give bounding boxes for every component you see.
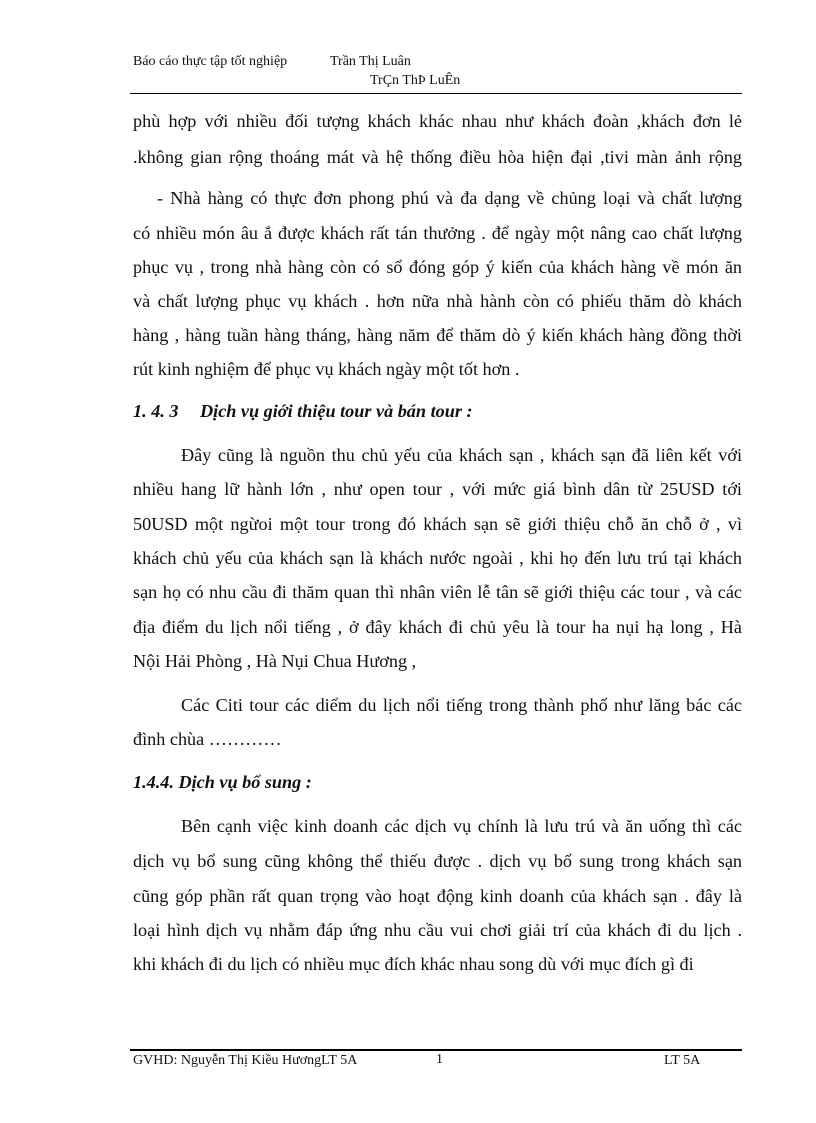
body-line: hàng , hàng tuần hàng tháng, hàng năm để thăm dò ý kiến khách hàng đồng thời: [133, 325, 742, 345]
body-line: khách chủ yếu của khách sạn là khách nước ngoài , khi họ đến lưu trú tại khách: [133, 548, 742, 568]
body-line: sạn họ có nhu cầu đi thăm quan thì nhân viên lễ tân sẽ giới thiệu các tour , và các: [133, 582, 742, 602]
header-divider: [130, 93, 742, 94]
body-line: cũng góp phần rất quan trọng vào hoạt động kinh doanh của khách sạn . đây là: [133, 886, 742, 906]
header-report-title: Báo cáo thực tập tốt nghiệp: [133, 54, 288, 69]
footer-class-code: LT 5A: [664, 1053, 701, 1068]
body-line: Bên cạnh việc kinh doanh các dịch vụ chính là lưu trú và ăn uống thì các: [181, 816, 742, 836]
body-line: phục vụ , trong nhà hàng còn có sổ đóng góp ý kiến của khách hàng về món ăn: [133, 257, 742, 277]
section-number: 1. 4. 3: [133, 401, 179, 421]
body-line: và chất lượng phục vụ khách . hơn nữa nhà hành còn có phiếu thăm dò khách: [133, 291, 742, 311]
body-line: rút kinh nghiệm để phục vụ khách ngày một tốt hơn .: [133, 359, 520, 379]
body-line: nhiều hang lữ hành lớn , như open tour , với mức giá bình dân từ 25USD tới: [133, 479, 742, 499]
section-title: Dịch vụ giới thiệu tour và bán tour :: [200, 401, 473, 421]
section-heading-1-4-3: [133, 400, 473, 422]
body-line: .không gian rộng thoáng mát và hệ thống điều hòa hiện đại ,tivi màn ảnh rộng: [133, 147, 742, 167]
page-number: 1: [436, 1052, 443, 1067]
body-line: 50USD một ngừoi một tour trong đó khách sạn sẽ giới thiệu chỗ ăn chỗ ở , vì: [133, 514, 742, 534]
header-author-garbled: TrÇn ThÞ LuÊn: [370, 73, 461, 88]
footer-divider: [130, 1049, 742, 1051]
body-line: đình chùa …………: [133, 729, 282, 749]
body-line: loại hình dịch vụ nhằm đáp ứng nhu cầu vui chơi giải trí của khách đi du lịch .: [133, 920, 742, 940]
body-line: có nhiều món âu ắ được khách rất tán thưởng . để ngày một nâng cao chất lượng: [133, 223, 742, 243]
section-heading-1-4-4: 1.4.4. Dịch vụ bổ sung :: [133, 772, 312, 792]
header-author: Trần Thị Luân: [330, 54, 411, 69]
body-line: Nội Hải Phòng , Hà Nụi Chua Hương ,: [133, 651, 417, 671]
body-line: địa điểm du lịch nổi tiếng , ở đây khách đi chủ yêu là tour ha nụi hạ long , Hà: [133, 617, 742, 637]
body-line: phù hợp với nhiều đối tượng khách khác nhau như khách đoàn ,khách đơn lẻ: [133, 111, 742, 131]
body-line: khi khách đi du lịch có nhiều mục đích khác nhau song dù với mục đích gì đi: [133, 954, 694, 974]
body-line: Các Citi tour các diểm du lịch nổi tiếng trong thành phố như lăng bác các: [181, 695, 742, 715]
body-line: dịch vụ bổ sung cũng không thể thiếu được . dịch vụ bổ sung trong khách sạn: [133, 851, 742, 871]
footer-supervisor: GVHD: Nguyễn Thị Kiều HươngLT 5A: [133, 1053, 358, 1068]
bullet-line: - Nhà hàng có thực đơn phong phú và đa dạng về chủng loại và chất lượng: [157, 188, 742, 208]
body-line: Đây cũng là nguồn thu chủ yếu của khách sạn , khách sạn đã liên kết với: [181, 445, 742, 465]
